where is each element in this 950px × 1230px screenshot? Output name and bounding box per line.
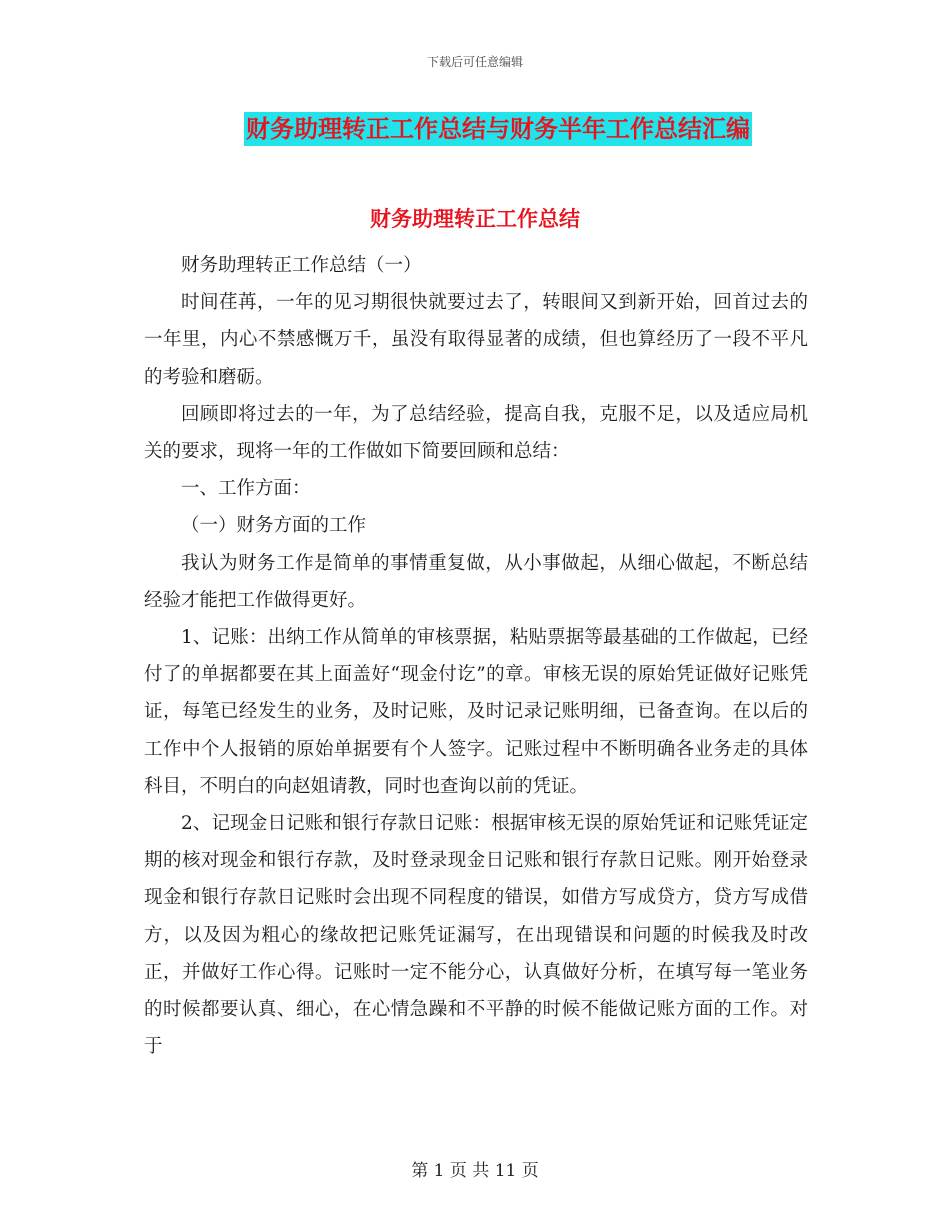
- paragraph: 财务助理转正工作总结（一）: [181, 255, 422, 276]
- document-title: [0, 112, 950, 146]
- paragraph: 一、工作方面：: [181, 478, 311, 500]
- document-title-text: 财务助理转正工作总结与财务半年工作总结汇编: [244, 112, 752, 146]
- paragraph: （一）财务方面的工作: [181, 515, 367, 537]
- document-body: [144, 247, 808, 1065]
- page-footer: 第 1 页 共 11 页: [411, 1161, 539, 1181]
- paragraph: 我认为财务工作是简单的事情重复做，从小事做起，从细心做起，不断总结经验才能把工作做得更好。: [144, 552, 808, 611]
- header-note: 下载后可任意编辑: [426, 55, 523, 69]
- section-title: 财务助理转正工作总结: [370, 206, 580, 231]
- paragraph: 时间荏苒，一年的见习期很快就要过去了，转眼间又到新开始，回首过去的一年里，内心不禁感慨万千，虽没有取得显著的成绩，但也算经历了一段不平凡的考验和磨砺。: [144, 292, 808, 388]
- paragraph: 2、记现金日记账和银行存款日记账：根据审核无误的原始凭证和记账凭证定期的核对现金和银行存款，及时登录现金日记账和银行存款日记账。刚开始登录现金和银行存款日记账时会出现不同程度的错误，如借方写成贷方，贷方写成借方，以及因为粗心的缘故把记账凭证漏写，在出现错误和问题的时候我及时改正，并做好工作心得。记账时一定不能分心，认真做好分析，在填写每一笔业务的时候都要认真、细心，在心情急躁和不平静的时候不能做记账方面的工作。对于: [144, 813, 808, 1058]
- paragraph: 1、记账：出纳工作从简单的审核票据，粘贴票据等最基础的工作做起，已经付了的单据都要在其上面盖好“现金付讫”的章。审核无误的原始凭证做好记账凭证，每笔已经发生的业务，及时记账，及时记录记账明细，已备查询。在以后的工作中个人报销的原始单据要有个人签字。记账过程中不断明确各业务走的具体科目，不明白的向赵姐请教，同时也查询以前的凭证。: [144, 627, 808, 797]
- paragraph: 回顾即将过去的一年，为了总结经验，提高自我，克服不足，以及适应局机关的要求，现将一年的工作做如下简要回顾和总结：: [144, 403, 808, 463]
